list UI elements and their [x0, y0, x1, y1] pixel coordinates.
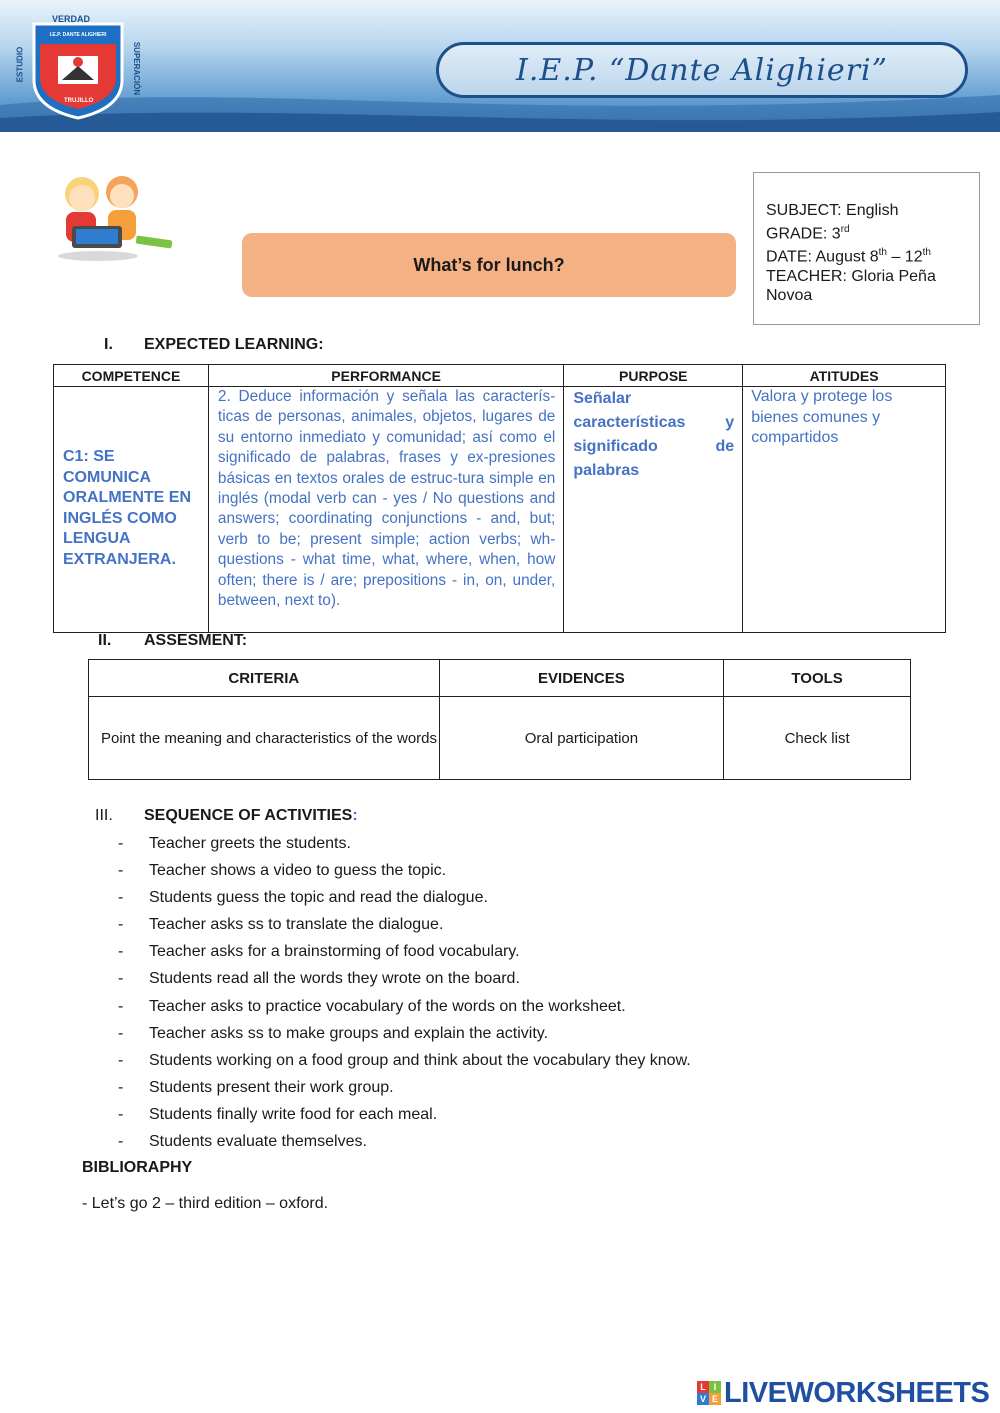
- worksheet-title: What’s for lunch?: [413, 254, 565, 275]
- grade-line: GRADE: 3rd: [766, 224, 850, 243]
- list-item: - Teacher asks ss to translate the dialogue.: [118, 916, 444, 934]
- competence-cell: C1: SE COMUNICA ORALMENTE EN INGLÉS COMO LENGUA EXTRANJERA.: [54, 387, 209, 633]
- table-row: [89, 697, 911, 780]
- attitudes-cell: Valora y protege los bienes comunes y compartidos: [743, 387, 946, 633]
- section-number: III.: [95, 807, 113, 824]
- expected-learning-table: [53, 364, 946, 633]
- performance-cell: 2. Deduce información y señala las caracterís-ticas de personas, animales, objetos, lugares de su entorno inmediato y comunidad; así como el significado de palabras, frases y ex-presiones básicas en textos orales de estruc-tura simple en inglés (modal verb can - yes / No questions and answers; coordinating conjunctions - and, but; verb to be; present simple; action verbs; wh-questions - what time, what, where, when, how often; there is / are; prepositions - in, on, under, between, next to).: [208, 387, 563, 633]
- school-title-frame: [436, 42, 968, 98]
- header-purpose: PURPOSE: [564, 365, 743, 387]
- teacher-line: TEACHER: Gloria Peña Novoa: [766, 267, 936, 304]
- table-header-row: [89, 660, 911, 697]
- criteria-cell: Point the meaning and characteristics of the words: [89, 697, 440, 780]
- header-tools: TOOLS: [724, 660, 911, 697]
- school-emblem: [10, 10, 150, 122]
- list-item: - Students read all the words they wrote on the board.: [118, 970, 520, 988]
- list-item: - Teacher asks ss to make groups and explain the activity.: [118, 1024, 549, 1042]
- school-name: I.E.P. “Dante Alighieri”: [516, 52, 888, 88]
- emblem-inner-text: I.E.P. DANTE ALIGHIERI: [49, 32, 107, 38]
- bibliography-heading: BIBLIORAPHY: [82, 1159, 193, 1176]
- brand-name: LIVEWORKSHEETS: [724, 1376, 990, 1409]
- subject-line: SUBJECT: English: [766, 202, 899, 219]
- list-item: - Students evaluate themselves.: [118, 1133, 367, 1151]
- section-activities-heading: [95, 807, 358, 825]
- list-item: - Teacher asks to practice vocabulary of the words on the worksheet.: [118, 997, 626, 1015]
- assessment-table: [88, 659, 911, 780]
- table-row: [54, 387, 946, 633]
- emblem-bottom-text: TRUJILLO: [64, 98, 94, 104]
- emblem-right-text: SUPERACIÓN: [132, 41, 142, 96]
- section-title: EXPECTED LEARNING:: [144, 336, 324, 353]
- liveworksheets-brand[interactable]: [697, 1377, 989, 1409]
- section-assessment-heading: [98, 632, 247, 650]
- activities-list: [118, 834, 818, 1159]
- date-line: DATE: August 8th – 12th: [766, 247, 931, 266]
- lesson-info-box: [753, 172, 980, 325]
- header-attitudes: ATITUDES: [743, 365, 946, 387]
- header-criteria: CRITERIA: [89, 660, 440, 697]
- purpose-cell: Señalar características y significado de palabras: [564, 387, 743, 633]
- section-title-colon: :: [352, 807, 358, 824]
- emblem-left-text: ESTUDIO: [15, 46, 25, 83]
- section-expected-learning-heading: [104, 336, 324, 354]
- header-competence: COMPETENCE: [54, 365, 209, 387]
- header-performance: PERFORMANCE: [208, 365, 563, 387]
- table-header-row: [54, 365, 946, 387]
- section-number: II.: [98, 632, 112, 649]
- header-evidences: EVIDENCES: [439, 660, 724, 697]
- bibliography-entry: - Let’s go 2 – third edition – oxford.: [82, 1195, 329, 1212]
- list-item: - Students present their work group.: [118, 1078, 394, 1096]
- tools-cell: Check list: [724, 697, 911, 780]
- worksheet-title-banner: [242, 233, 736, 297]
- list-item: - Teacher asks for a brainstorming of food vocabulary.: [118, 943, 520, 961]
- list-item: - Students guess the topic and read the dialogue.: [118, 889, 488, 907]
- evidences-cell: Oral participation: [439, 697, 724, 780]
- list-item: - Teacher greets the students.: [118, 835, 351, 852]
- list-item: - Teacher shows a video to guess the topic.: [118, 862, 447, 880]
- section-title: ASSESMENT:: [144, 632, 248, 649]
- liveworksheets-logo-icon: L I V E: [697, 1381, 721, 1405]
- section-title: SEQUENCE OF ACTIVITIES: [144, 807, 353, 824]
- list-item: - Students working on a food group and think about the vocabulary they know.: [118, 1051, 691, 1069]
- list-item: - Students finally write food for each meal.: [118, 1105, 438, 1123]
- section-number: I.: [104, 336, 113, 353]
- kids-with-laptop-illustration: [50, 168, 180, 263]
- emblem-top-text: VERDAD: [52, 14, 91, 24]
